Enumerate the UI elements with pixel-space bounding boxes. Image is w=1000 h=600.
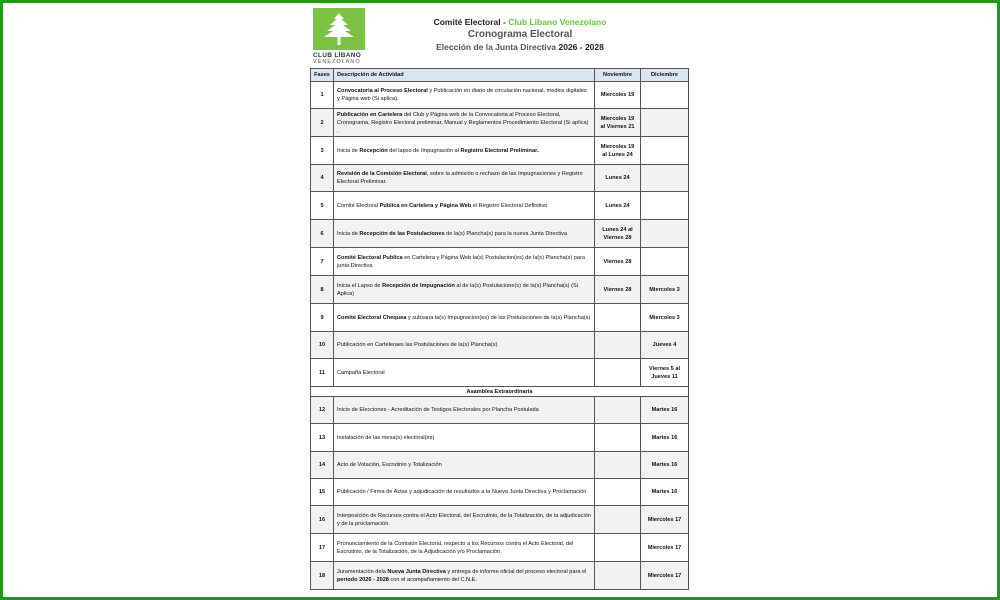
december-date: Viernes 5 al Jueves 11 bbox=[641, 359, 689, 387]
election-label: Elección de la Junta Directiva bbox=[436, 42, 559, 52]
table-row bbox=[311, 397, 689, 424]
activity-description: Inicia el Lapso de Recepción de Impugnación al de la(s) Postulacione(s) de la(s) Plancha(s) (Si Aplica) bbox=[334, 276, 595, 304]
phase-number: 9 bbox=[311, 304, 334, 332]
table-row bbox=[311, 248, 689, 276]
phase-number: 11 bbox=[311, 359, 334, 387]
phase-number: 6 bbox=[311, 220, 334, 248]
section-label: Asamblea Extraordinaria bbox=[311, 387, 689, 397]
table-row bbox=[311, 534, 689, 562]
committee-title bbox=[380, 16, 660, 28]
election-subtitle bbox=[380, 41, 660, 54]
november-date: Lunes 24 bbox=[595, 192, 641, 220]
col-header-fases: Fases bbox=[311, 69, 334, 82]
table-row bbox=[311, 304, 689, 332]
december-date: Miercoles 17 bbox=[641, 562, 689, 590]
phase-number: 5 bbox=[311, 192, 334, 220]
schedule-table bbox=[310, 68, 689, 590]
document-titles bbox=[380, 16, 660, 54]
logo-text-venezolano: VENEZOLANO bbox=[313, 59, 361, 65]
december-date: Miercoles 3 bbox=[641, 304, 689, 332]
phase-number: 3 bbox=[311, 137, 334, 165]
schedule-title: Cronograma Electoral bbox=[467, 29, 573, 40]
table-row bbox=[311, 452, 689, 479]
activity-description: Comité Electoral Publica en Cartelera y Página Web la(s) Postulacion(es) de la(s) Plancha(s) para junta Directiva bbox=[334, 248, 595, 276]
table-row bbox=[311, 137, 689, 165]
december-date: Martes 16 bbox=[641, 479, 689, 506]
activity-description: Juramentación dela Nueva Junta Directiva y entrega de informe oficial del proceso electoral para el periodo 2026 - 2028 con el acompañamiento del C.N.E. bbox=[334, 562, 595, 590]
phase-number: 17 bbox=[311, 534, 334, 562]
club-name: Club Libano Venezolano bbox=[508, 17, 607, 27]
november-date: Lunes 24 bbox=[595, 165, 641, 192]
activity-description: Publicación / Firma de Actas y adjudicación de resultados a la Nueva Junta Directiva y Proclamación bbox=[334, 479, 595, 506]
club-logo bbox=[313, 8, 367, 65]
col-header-descripcion: Descripción de Actividad bbox=[334, 69, 595, 82]
december-date bbox=[641, 165, 689, 192]
table-body bbox=[311, 82, 689, 590]
activity-description: Campaña Electoral bbox=[334, 359, 595, 387]
december-date: Martes 16 bbox=[641, 452, 689, 479]
december-date bbox=[641, 82, 689, 109]
phase-number: 13 bbox=[311, 424, 334, 452]
november-date bbox=[595, 424, 641, 452]
col-header-diciembre: Diciembre bbox=[641, 69, 689, 82]
november-date: Miercoles 19 al Lunes 24 bbox=[595, 137, 641, 165]
activity-description: Inicio de Elecciones - Acreditación de Testigos Electorales por Plancha Postulada bbox=[334, 397, 595, 424]
activity-description: Pronunciamiento de la Comisión Electoral, respecto a los Recursos contra el Acto Electoral, del Escrutinio, de la Totalización, de la Adjudicación y/o Proclamación. bbox=[334, 534, 595, 562]
table-row bbox=[311, 359, 689, 387]
november-date bbox=[595, 359, 641, 387]
phase-number: 8 bbox=[311, 276, 334, 304]
activity-description: Convocatoria al Proceso Electoral y Publicación en diario de circulación nacional, medios digitales y Página web (Si aplica). bbox=[334, 82, 595, 109]
november-date: Viernes 28 bbox=[595, 248, 641, 276]
phase-number: 18 bbox=[311, 562, 334, 590]
november-date: Lunes 24 al Viernes 28 bbox=[595, 220, 641, 248]
november-date bbox=[595, 332, 641, 359]
activity-description: Comité Electoral Publica en Cartelera y Página Web el Registro Electoral Definitivo bbox=[334, 192, 595, 220]
table-row bbox=[311, 506, 689, 534]
activity-description: Inicia de Recepción de las Postulaciones de la(s) Plancha(s) para la nueva Junta Directiva bbox=[334, 220, 595, 248]
table-row bbox=[311, 332, 689, 359]
document-header bbox=[310, 8, 690, 68]
november-date: Miercoles 19 al Viernes 21 bbox=[595, 109, 641, 137]
table-header-row bbox=[311, 69, 689, 82]
table-row bbox=[311, 82, 689, 109]
col-header-noviembre: Noviembre bbox=[595, 69, 641, 82]
committee-label: Comité Electoral - bbox=[433, 17, 509, 27]
cedar-tree-icon bbox=[313, 8, 365, 50]
activity-description: Revisión de la Comisión Electoral, sobre la admisión o rechazo de las Impugnaciones y Registro Electoral Preliminar. bbox=[334, 165, 595, 192]
december-date: Martes 16 bbox=[641, 424, 689, 452]
activity-description: Acto de Votación, Escrutinio y Totalización bbox=[334, 452, 595, 479]
november-date bbox=[595, 562, 641, 590]
activity-description: Comité Electoral Chequea y subsana la(s) Impugnacion(es) de las Postulaciones de la(s) Plancha(s) bbox=[334, 304, 595, 332]
activity-description: Interposición de Recursos contra el Acto Electoral, del Escrutinio, de la Totalización, de la adjudicación y de la proclamación. bbox=[334, 506, 595, 534]
table-row bbox=[311, 479, 689, 506]
activity-description: Inicia de Recepción del lapso de Impugnación al Registro Electoral Preliminar. bbox=[334, 137, 595, 165]
november-date: Viernes 28 bbox=[595, 276, 641, 304]
document-page bbox=[310, 8, 690, 590]
november-date bbox=[595, 506, 641, 534]
december-date: Martes 16 bbox=[641, 397, 689, 424]
table-row bbox=[311, 424, 689, 452]
table-row bbox=[311, 562, 689, 590]
november-date bbox=[595, 534, 641, 562]
phase-number: 12 bbox=[311, 397, 334, 424]
phase-number: 14 bbox=[311, 452, 334, 479]
november-date bbox=[595, 452, 641, 479]
december-date: Miercoles 3 bbox=[641, 276, 689, 304]
phase-number: 2 bbox=[311, 109, 334, 137]
activity-description: Publicación en Carteleraes las Postulaciones de la(s) Plancha(s) bbox=[334, 332, 595, 359]
phase-number: 4 bbox=[311, 165, 334, 192]
november-date bbox=[595, 397, 641, 424]
phase-number: 1 bbox=[311, 82, 334, 109]
table-row bbox=[311, 109, 689, 137]
activity-description: Instalación de las mesa(s) electoral(es) bbox=[334, 424, 595, 452]
section-row bbox=[311, 387, 689, 397]
december-date: Miercoles 17 bbox=[641, 506, 689, 534]
december-date bbox=[641, 137, 689, 165]
phase-number: 10 bbox=[311, 332, 334, 359]
december-date bbox=[641, 192, 689, 220]
november-date bbox=[595, 479, 641, 506]
phase-number: 15 bbox=[311, 479, 334, 506]
election-years: 2026 - 2028 bbox=[558, 42, 604, 52]
phase-number: 7 bbox=[311, 248, 334, 276]
december-date: Miercoles 17 bbox=[641, 534, 689, 562]
phase-number: 16 bbox=[311, 506, 334, 534]
december-date bbox=[641, 109, 689, 137]
december-date bbox=[641, 220, 689, 248]
table-row bbox=[311, 276, 689, 304]
logo-text-club: CLUB LÍBANO bbox=[313, 52, 362, 59]
november-date bbox=[595, 304, 641, 332]
november-date: Miercoles 19 bbox=[595, 82, 641, 109]
table-row bbox=[311, 220, 689, 248]
december-date bbox=[641, 248, 689, 276]
table-row bbox=[311, 165, 689, 192]
table-row bbox=[311, 192, 689, 220]
december-date: Jueves 4 bbox=[641, 332, 689, 359]
activity-description: Publicación en Cartelera del Club y Página web de la Convocatoria al Proceso Electoral, Cronograma, Registro Electoral preliminar, Manual y Reglamentos Procedimiento Electoral (Si aplica) . bbox=[334, 109, 595, 137]
